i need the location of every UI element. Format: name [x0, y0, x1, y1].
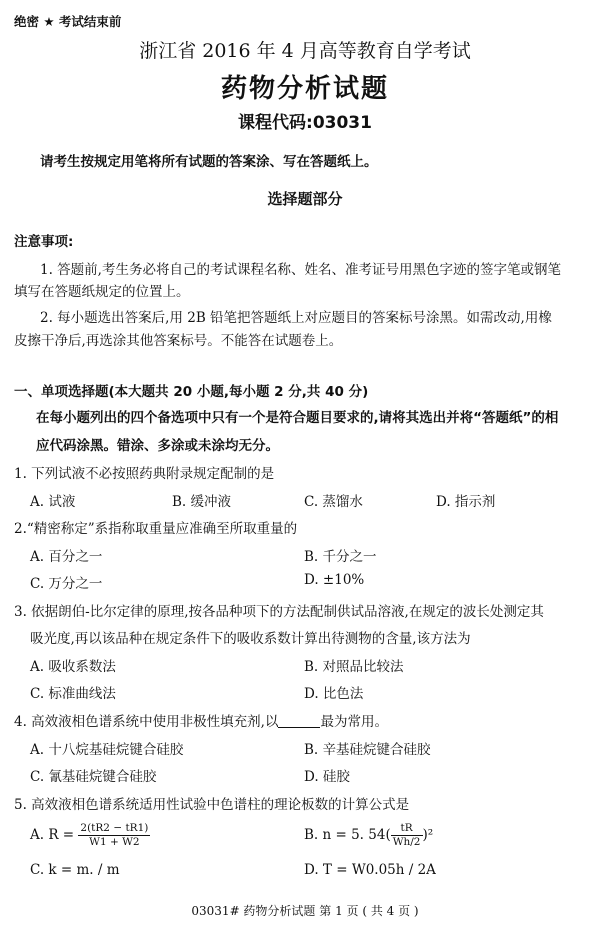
fill-blank [278, 715, 320, 728]
question-3-option-b: B. 对照品比较法 [304, 659, 404, 675]
question-3-option-a: A. 吸收系数法 [30, 659, 116, 675]
instruction-text: 请考生按规定用笔将所有试题的答案涂、写在答题纸上。 [40, 154, 378, 170]
question-5-option-c: C. k = m. / m [30, 862, 120, 878]
page-title: 药物分析试题 [220, 74, 389, 104]
formula-denominator: Wh/2 [392, 836, 421, 848]
question-4-option-c: C. 氰基硅烷键合硅胶 [30, 769, 157, 785]
question-2-option-d: D. ±10% [304, 572, 365, 588]
question-4-stem-pre: 4. 高效液相色谱系统中使用非极性填充剂,以 [14, 714, 279, 730]
question-3-stem-line-2: 吸光度,再以该品种在规定条件下的吸收系数计算出待测物的含量,该方法为 [30, 631, 471, 647]
formula-denominator: W1 + W2 [89, 836, 140, 848]
note-1-line-2: 填写在答题纸规定的位置上。 [14, 284, 190, 300]
question-1-stem: 1. 下列试液不必按照药典附录规定配制的是 [14, 466, 275, 482]
question-4-option-d: D. 硅胶 [304, 769, 350, 785]
question-4-option-b: B. 辛基硅烷键合硅胶 [304, 742, 431, 758]
question-3-option-d: D. 比色法 [304, 686, 364, 702]
question-3-stem-line-1: 3. 依据朗伯-比尔定律的原理,按各品种项下的方法配制供试品溶液,在规定的波长处测定其 [14, 604, 544, 620]
question-2-option-a: A. 百分之一 [30, 549, 103, 565]
page-footer: 03031# 药物分析试题 第 1 页 ( 共 4 页 ) [191, 904, 419, 918]
question-5-option-b [304, 822, 433, 849]
question-3-option-c: C. 标准曲线法 [30, 686, 116, 702]
question-4-option-a: A. 十八烷基硅烷键合硅胶 [30, 742, 184, 758]
section-desc-line-2: 应代码涂黑。错涂、多涂或未涂均无分。 [36, 438, 279, 454]
question-1-option-a: A. 试液 [30, 494, 76, 510]
formula-numerator: tR [391, 822, 423, 836]
question-5-option-a [30, 822, 150, 849]
confidential-mark: 绝密 ★ 考试结束前 [14, 14, 122, 29]
note-2-line-1: 2. 每小题选出答案后,用 2B 铅笔把答题纸上对应题目的答案标号涂黑。如需改动,用橡 [40, 310, 552, 326]
question-1-option-d: D. 指示剂 [436, 494, 496, 510]
note-2-line-2: 皮擦干净后,再选涂其他答案标号。不能答在试题卷上。 [14, 333, 343, 349]
question-5-stem: 5. 高效液相色谱系统适用性试验中色谱柱的理论板数的计算公式是 [14, 797, 410, 813]
option-b-label: B. n = 5. 54( [304, 827, 391, 843]
section-desc-line-1: 在每小题列出的四个备选项中只有一个是符合题目要求的,请将其选出并将“答题纸”的相 [36, 410, 559, 426]
question-4-stem [14, 710, 388, 730]
question-5-option-d: D. T = W0.05h / 2A [304, 862, 436, 878]
formula-numerator: 2(tR2 − tR1) [80, 822, 149, 834]
exam-title: 浙江省 2016 年 4 月高等教育自学考试 [139, 40, 471, 62]
resolution-formula [78, 822, 150, 849]
question-1-option-b: B. 缓冲液 [172, 494, 232, 510]
note-1-line-1: 1. 答题前,考生务必将自己的考试课程名称、姓名、准考证号用黑色字迹的签字笔或钢笔 [40, 262, 561, 278]
part-title: 选择题部分 [267, 190, 343, 208]
option-b-suffix: )² [422, 827, 434, 843]
question-1-option-c: C. 蒸馏水 [304, 494, 363, 510]
question-4-stem-post: 最为常用。 [320, 714, 388, 730]
question-2-option-b: B. 千分之一 [304, 549, 377, 565]
question-2-stem: 2.“精密称定”系指称取重量应准确至所取重量的 [14, 521, 298, 537]
notes-heading: 注意事项: [14, 234, 74, 250]
question-2-option-c: C. 万分之一 [30, 576, 103, 592]
plate-number-formula [391, 822, 423, 849]
option-a-label: A. R = [30, 827, 75, 843]
course-code: 课程代码:03031 [238, 113, 372, 133]
section-title: 一、单项选择题(本大题共 20 小题,每小题 2 分,共 40 分) [14, 384, 369, 400]
